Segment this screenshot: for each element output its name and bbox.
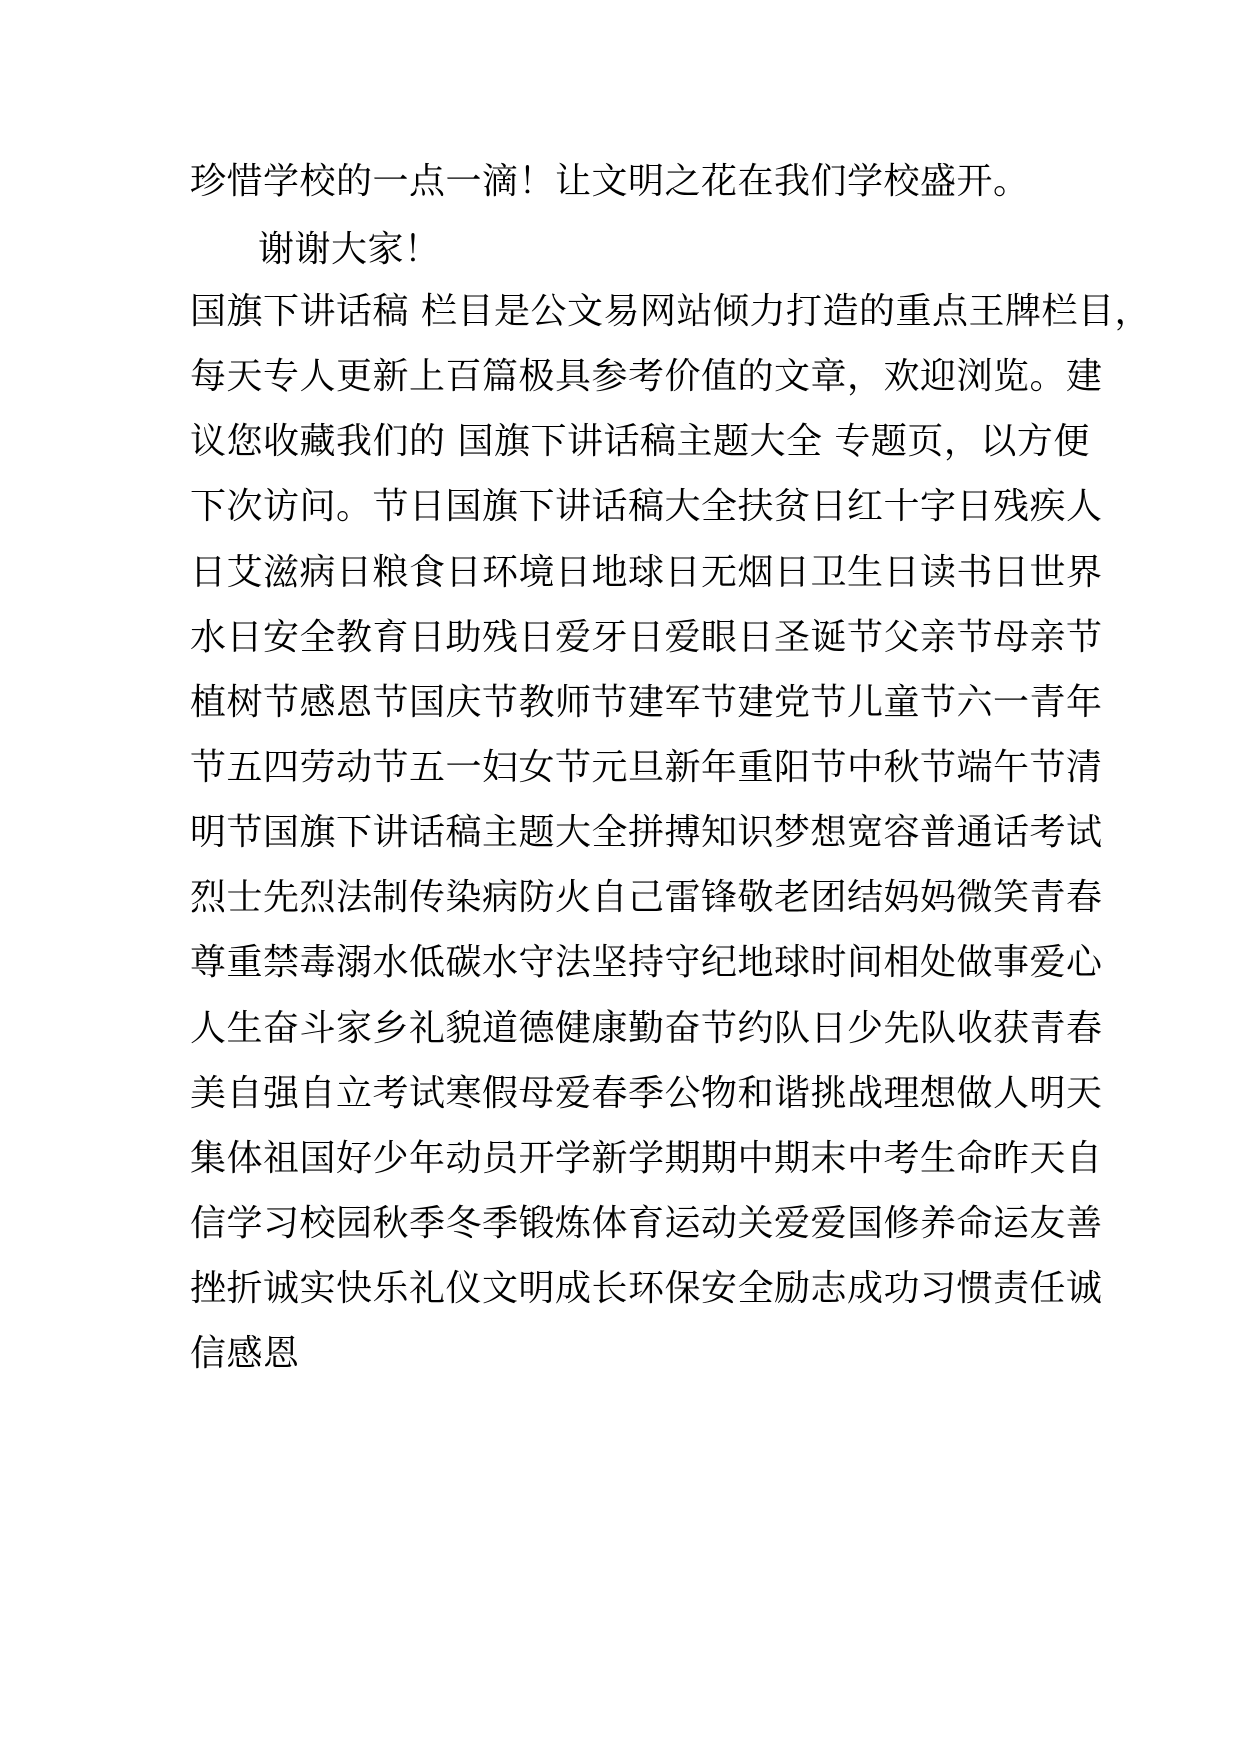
promo-line: 信感恩 (190, 1333, 300, 1374)
closing-line: 珍惜学校的一点一滴！让文明之花在我们学校盛开。 (190, 161, 1030, 202)
promo-line: 集体祖国好少年动员开学新学期期中期末中考生命昨天自 (190, 1138, 1103, 1179)
promo-line: 节五四劳动节五一妇女节元旦新年重阳节中秋节端午节清 (190, 747, 1103, 788)
promo-line: 美自强自立考试寒假母爱春季公物和谐挑战理想做人明天 (190, 1073, 1103, 1114)
promo-line: 植树节感恩节国庆节教师节建军节建党节儿童节六一青年 (190, 682, 1103, 723)
thanks-line: 谢谢大家！ (258, 229, 441, 270)
promo-line: 明节国旗下讲话稿主题大全拼搏知识梦想宽容普通话考试 (190, 812, 1103, 853)
promo-line: 日艾滋病日粮食日环境日地球日无烟日卫生日读书日世界 (190, 552, 1103, 593)
promo-line: 信学习校园秋季冬季锻炼体育运动关爱爱国修养命运友善 (190, 1203, 1103, 1244)
promo-line: 水日安全教育日助残日爱牙日爱眼日圣诞节父亲节母亲节 (190, 617, 1103, 658)
promo-line: 挫折诚实快乐礼仪文明成长环保安全励志成功习惯责任诚 (190, 1268, 1103, 1309)
promo-line: 尊重禁毒溺水低碳水守法坚持守纪地球时间相处做事爱心 (190, 942, 1103, 983)
promo-line: 烈士先烈法制传染病防火自己雷锋敬老团结妈妈微笑青春 (190, 877, 1103, 918)
promo-line: 下次访问。节日国旗下讲话稿大全扶贫日红十字日残疾人 (190, 486, 1103, 527)
promo-line: 每天专人更新上百篇极具参考价值的文章，欢迎浏览。建 (190, 356, 1103, 397)
promo-line: 议您收藏我们的 国旗下讲话稿主题大全 专题页，以方便 (190, 421, 1090, 462)
promo-line: 国旗下讲话稿 栏目是公文易网站倾力打造的重点王牌栏目， (190, 291, 1151, 332)
promo-line: 人生奋斗家乡礼貌道德健康勤奋节约队日少先队收获青春 (190, 1008, 1103, 1049)
